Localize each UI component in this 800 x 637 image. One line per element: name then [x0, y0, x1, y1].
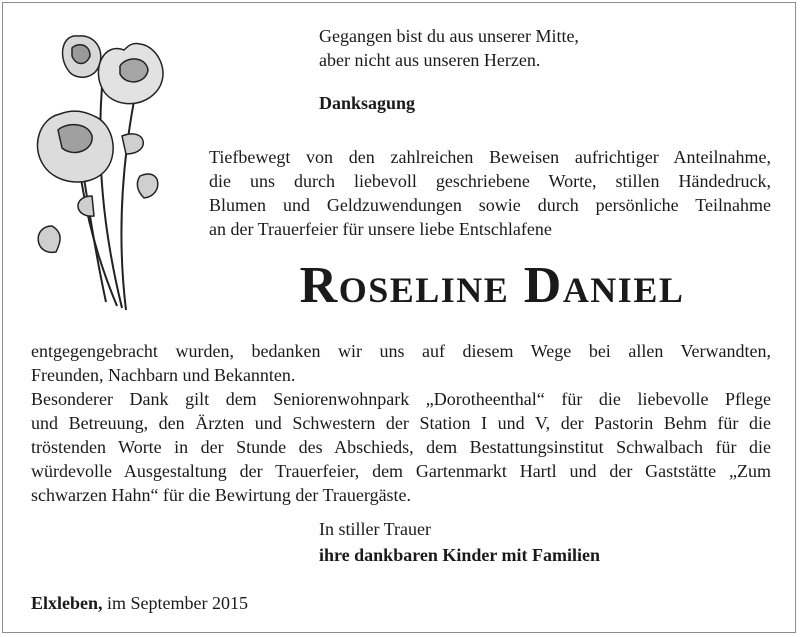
- body-paragraph: [31, 339, 771, 507]
- heading: Danksagung: [319, 93, 416, 113]
- intro-line: Blumen und Geldzuwendungen sowie durch persönliche Teilnahme: [209, 195, 771, 215]
- body-line: schwarzen Hahn“ für die Bewirtung der Trauergäste.: [31, 485, 412, 505]
- place-date-text: im September 2015: [102, 593, 248, 613]
- verse: [319, 24, 579, 72]
- body-line: und Betreuung, den Ärzten und Schwestern der Station I und V, der Pastorin Behm für die: [31, 413, 771, 433]
- intro-paragraph: [209, 145, 771, 241]
- verse-line: Gegangen bist du aus unserer Mitte,: [319, 26, 579, 46]
- intro-line: an der Trauerfeier für unsere liebe Entschlafene: [209, 219, 552, 239]
- verse-line: aber nicht aus unseren Herzen.: [319, 50, 541, 70]
- intro-line: Tiefbewegt von den zahlreichen Beweisen aufrichtiger Anteilnahme,: [209, 147, 771, 167]
- roses-icon: [22, 26, 172, 316]
- intro-line: die uns durch liebevoll geschriebene Worte, stillen Händedruck,: [209, 171, 771, 191]
- place-date: [31, 593, 248, 614]
- place-town: Elxleben,: [31, 593, 103, 613]
- body-line: würdevolle Ausgestaltung der Trauerfeier, dem Gartenmarkt Hartl und der Gaststätte „Zum: [31, 461, 771, 481]
- body-line: tröstenden Worte in der Stunde des Abschieds, dem Bestattungsinstitut Schwalbach für die: [31, 437, 771, 457]
- signature: ihre dankbaren Kinder mit Familien: [319, 545, 601, 565]
- closing-phrase: In stiller Trauer: [319, 519, 431, 539]
- body-line: entgegengebracht wurden, bedanken wir uns auf diesem Wege bei allen Verwandten,: [31, 341, 771, 361]
- body-line: Freunden, Nachbarn und Bekannten.: [31, 365, 296, 385]
- body-line: Besonderer Dank gilt dem Seniorenwohnpark „Dorotheenthal“ für die liebevolle Pflege: [31, 389, 771, 409]
- deceased-name: Roseline Daniel: [299, 257, 685, 314]
